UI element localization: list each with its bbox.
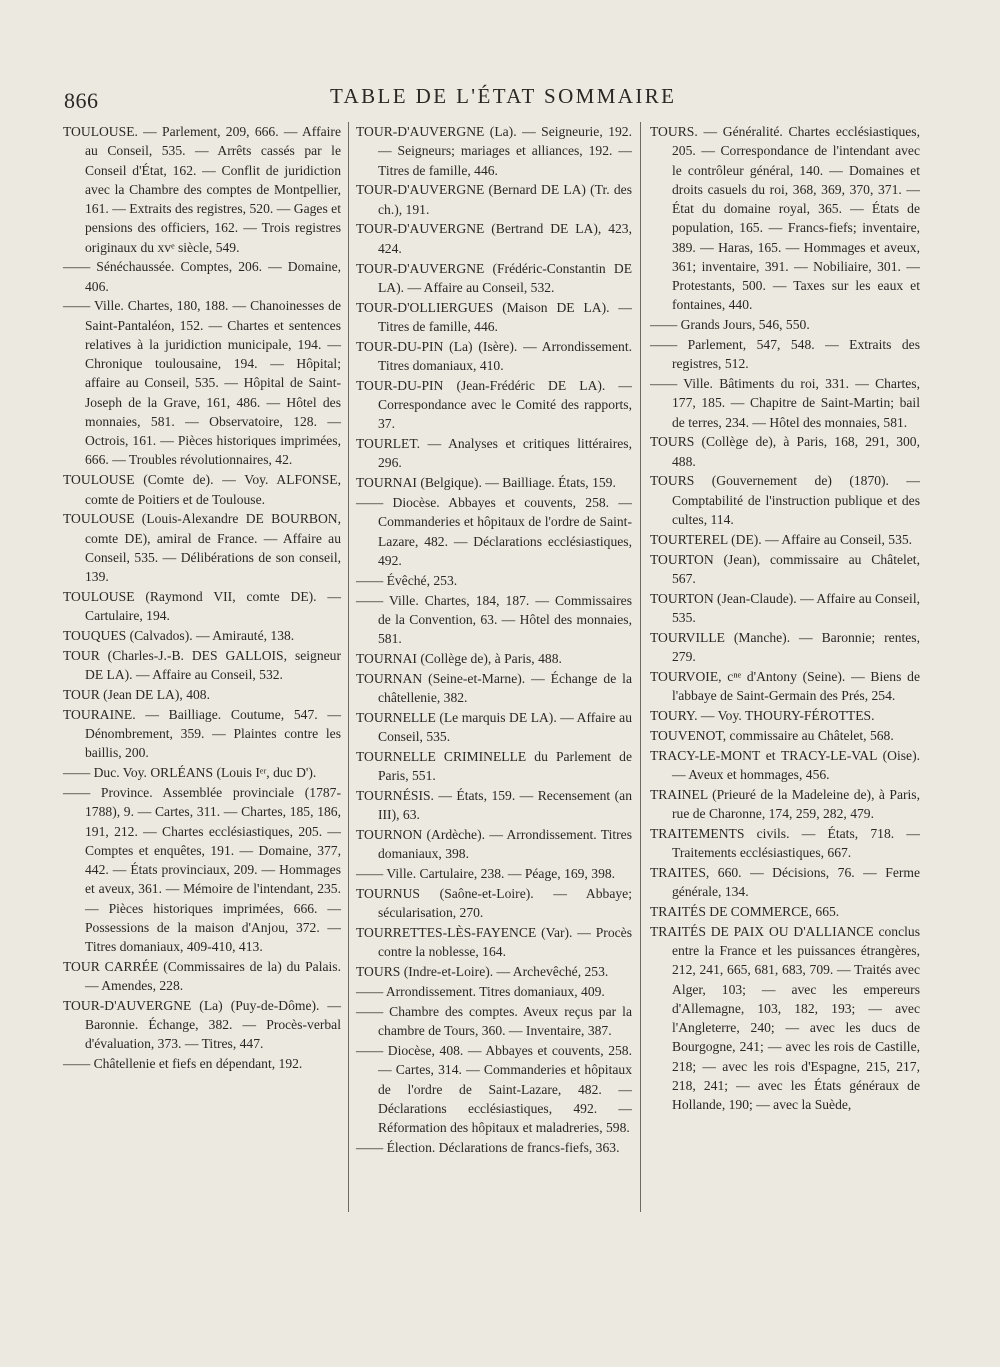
running-title: TABLE DE L'ÉTAT SOMMAIRE [330,84,677,108]
index-entry: —— Châtellenie et fiefs en dépendant, 192. [63,1056,303,1072]
index-entry: —— Diocèse, 408. — Abbayes et couvents, 258. — Cartes, 314. — Commanderies et hôpitaux de l'ordre de Saint-Lazare, 482. — Déclarations ecclésiastiques, 492. — Réformation des hôpitaux et maladreries, 598. [356,1043,632,1135]
index-entry: TOULOUSE (Raymond VII, comte DE). — Cartulaire, 194. [63,588,341,624]
index-entry: —— Duc. Voy. ORLÉANS (Louis Iᵉʳ, duc D'). [63,765,317,781]
index-entry: TOURNELLE CRIMINELLE du Parlement de Paris, 551. [356,748,632,784]
index-entry: —— Province. Assemblée provinciale (1787-1788), 9. — Cartes, 311. — Chartes, 185, 186, 191, 212. — Chartes ecclésiastiques, 205. — Comptes et enquêtes, 191. — Domaine, 377, 442. — États provinciaux, 209. — Hommages et aveux, 361. — Mémoire de l'intendant, 235. — Pièces historiques imprimées, 666. — Possessions de la maison d'Anjou, 372. — Titres domaniaux, 409-410, 413. [63,785,341,955]
index-entry: TOURNÉSIS. — États, 159. — Recensement (an III), 63. [356,788,632,823]
index-entry: TOUR (Jean DE LA), 408. [63,687,210,702]
index-entry: TOURTON (Jean-Claude). — Affaire au Conseil, 535. [650,590,920,625]
index-entry: TOURNELLE (Le marquis DE LA). — Affaire au Conseil, 535. [356,709,632,745]
index-entry: TRACY-LE-MONT et TRACY-LE-VAL (Oise). — Aveux et hommages, 456. [650,747,920,782]
index-entry: —— Parlement, 547, 548. — Extraits des registres, 512. [650,336,920,372]
index-entry: TOURTON (Jean), commissaire au Châtelet, 567. [650,551,920,586]
index-entry: TOUQUES (Calvados). — Amirauté, 138. [63,628,295,644]
index-entry: —— Élection. Déclarations de francs-fiefs, 363. [356,1139,620,1155]
index-entry: TOURS (Indre-et-Loire). — Archevêché, 253. [356,964,609,980]
index-entry: —— Ville. Chartes, 184, 187. — Commissaires de la Convention, 63. — Hôtel des monnaies, 581. [356,592,632,647]
index-entry: TOULOUSE. — Parlement, 209, 666. — Affaire au Conseil, 535. — Arrêts cassés par le Conseil d'État, 162. — Conflit de juridiction avec la Chambre des comptes de Montpellier, 161. — Extraits des registres, 520. — Gages et pensions des officiers, 162. — Trois registres originaux du xvᵉ siècle, 549. [63,124,341,255]
page-number: 866 [64,88,99,113]
index-entry: —— Évêché, 253. [356,572,458,588]
index-entry: TOURNAI (Belgique). — Bailliage. États, 159. [356,475,616,491]
index-column-1 [63,122,341,1074]
index-column-3 [650,122,920,1115]
index-entry: TOURNON (Ardèche). — Arrondissement. Titres domaniaux, 398. [356,827,632,862]
index-entry: TOURAINE. — Bailliage. Coutume, 547. — Dénombrement, 359. — Plaintes contre les baillis, 200. [63,706,341,761]
index-entry: TOURS (Gouvernement de) (1870). — Comptabilité de l'instruction publique et des cultes, 114. [650,473,920,527]
index-entry: —— Ville. Cartulaire, 238. — Péage, 169, 398. [356,866,616,882]
index-entry: —— Chambre des comptes. Aveux reçus par la chambre de Tours, 360. — Inventaire, 387. [356,1003,632,1039]
index-entry: —— Diocèse. Abbayes et couvents, 258. — Commanderies et hôpitaux de l'ordre de Saint-Lazare, 482. — Déclarations ecclésiastiques, 492. [356,495,632,568]
index-entry: TOURS (Collège de), à Paris, 168, 291, 300, 488. [650,434,920,469]
index-entry: TOURVILLE (Manche). — Baronnie; rentes, 279. [650,629,920,665]
index-entry: TOUR-D'AUVERGNE (Bernard DE LA) (Tr. des ch.), 191. [356,182,632,217]
index-entry: TOURRETTES-LÈS-FAYENCE (Var). — Procès contre la noblesse, 164. [356,925,632,960]
index-entry: TOUR (Charles-J.-B. DES GALLOIS, seigneur DE LA). — Affaire au Conseil, 532. [63,647,341,683]
index-entry: TOUR CARRÉE (Commissaires de la) du Palais. — Amendes, 228. [63,958,341,994]
column-divider [348,122,349,1212]
index-entry: —— Ville. Chartes, 180, 188. — Chanoinesses de Saint-Pantaléon, 152. — Chartes et sentences relatives à la juridiction municipale, 194. — Chronique toulousaine, 194. — Hôpital; affaire au Conseil, 535. — Hôpital de Saint-Joseph de la Grave, 161, 486. — Hôtel des monnaies, 581. — Observatoire, 128. — Octrois, 161. — Pièces historiques imprimées, 666. — Troubles révolutionnaires, 42. [63,298,341,468]
index-entry: TOURLET. — Analyses et critiques littéraires, 296. [356,436,632,471]
index-entry: TRAITÉS DE PAIX OU D'ALLIANCE conclus entre la France et les puissances étrangères, 212, 241, 665, 681, 683, 709. — Traités avec Alger, 103; — avec les empereurs d'Allemagne, 103, 182, 193; — avec l'Angleterre, 240; — avec les ducs de Bourgogne, 241; — avec les rois de Castille, 218; — avec les rois d'Espagne, 215, 217, 218, 241; — avec les États généraux de Hollande, 190; — avec la Suède, [650,923,920,1113]
index-entry: TOUR-D'AUVERGNE (La). — Seigneurie, 192. — Seigneurs; mariages et alliances, 192. — Titres de famille, 446. [356,124,632,178]
index-entry: TOUR-D'AUVERGNE (La) (Puy-de-Dôme). — Baronnie. Échange, 382. — Procès-verbal d'évaluation, 373. — Titres, 447. [63,997,341,1052]
index-column-2 [356,122,632,1158]
index-entry: TOUR-D'AUVERGNE (Frédéric-Constantin DE LA). — Affaire au Conseil, 532. [356,260,632,295]
index-entry: TOUR-DU-PIN (Jean-Frédéric DE LA). — Correspondance avec le Comité des rapports, 37. [356,377,632,432]
index-entry: TOUR-DU-PIN (La) (Isère). — Arrondissement. Titres domaniaux, 410. [356,338,632,373]
index-entry: TOURVOIE, cⁿᵉ d'Antony (Seine). — Biens de l'abbaye de Saint-Germain des Prés, 254. [650,668,920,704]
index-entry: —— Arrondissement. Titres domaniaux, 409. [356,984,605,1000]
index-entry: TOURS. — Généralité. Chartes ecclésiastiques, 205. — Correspondance de l'intendant avec le contrôleur général, 140. — Domaines et droits casuels du roi, 368, 369, 370, 371. — État du domaine royal, 365. — États de population, 165. — Francs-fiefs; inventaire, 389. — Haras, 165. — Hommages et aveux, 361; inventaire, 391. — Nobiliaire, 301. — Protestants, 500. — Taxes sur les eaux et fontaines, 440. [650,124,920,313]
index-entry: TOULOUSE (Louis-Alexandre DE BOURBON, comte DE), amiral de France. — Affaire au Conseil, 535. — Délibérations de son conseil, 139. [63,511,341,585]
column-divider [640,122,641,1212]
index-entry: TRAITÉS DE COMMERCE, 665. [650,904,840,920]
index-entry: TRAINEL (Prieuré de la Madeleine de), à Paris, rue de Charonne, 174, 259, 282, 479. [650,786,920,822]
index-entry: TOUVENOT, commissaire au Châtelet, 568. [650,727,894,743]
index-entry: TOURY. — Voy. THOURY-FÉROTTES. [650,708,875,724]
index-entry: TOURNUS (Saône-et-Loire). — Abbaye; sécularisation, 270. [356,886,632,921]
index-entry: —— Grands Jours, 546, 550. [650,317,810,333]
index-entry: TOUR-D'AUVERGNE (Bertrand DE LA), 423, 424. [356,221,632,256]
index-entry: TOULOUSE (Comte de). — Voy. ALFONSE, comte de Poitiers et de Toulouse. [63,472,341,507]
index-entry: —— Sénéchaussée. Comptes, 206. — Domaine, 406. [63,259,341,294]
index-entry: —— Ville. Bâtiments du roi, 331. — Chartes, 177, 185. — Chapitre de Saint-Martin; bail de terres, 234. — Hôtel des monnaies, 581. [650,376,920,430]
index-entry: TRAITES, 660. — Décisions, 76. — Ferme générale, 134. [650,865,920,900]
index-entry: TOURTEREL (DE). — Affaire au Conseil, 535. [650,531,913,547]
index-entry: TOURNAI (Collège de), à Paris, 488. [356,650,562,666]
index-entry: TRAITEMENTS civils. — États, 718. — Traitements ecclésiastiques, 667. [650,825,920,861]
index-entry: TOUR-D'OLLIERGUES (Maison DE LA). — Titres de famille, 446. [356,299,632,334]
index-entry: TOURNAN (Seine-et-Marne). — Échange de la châtellenie, 382. [356,670,632,705]
